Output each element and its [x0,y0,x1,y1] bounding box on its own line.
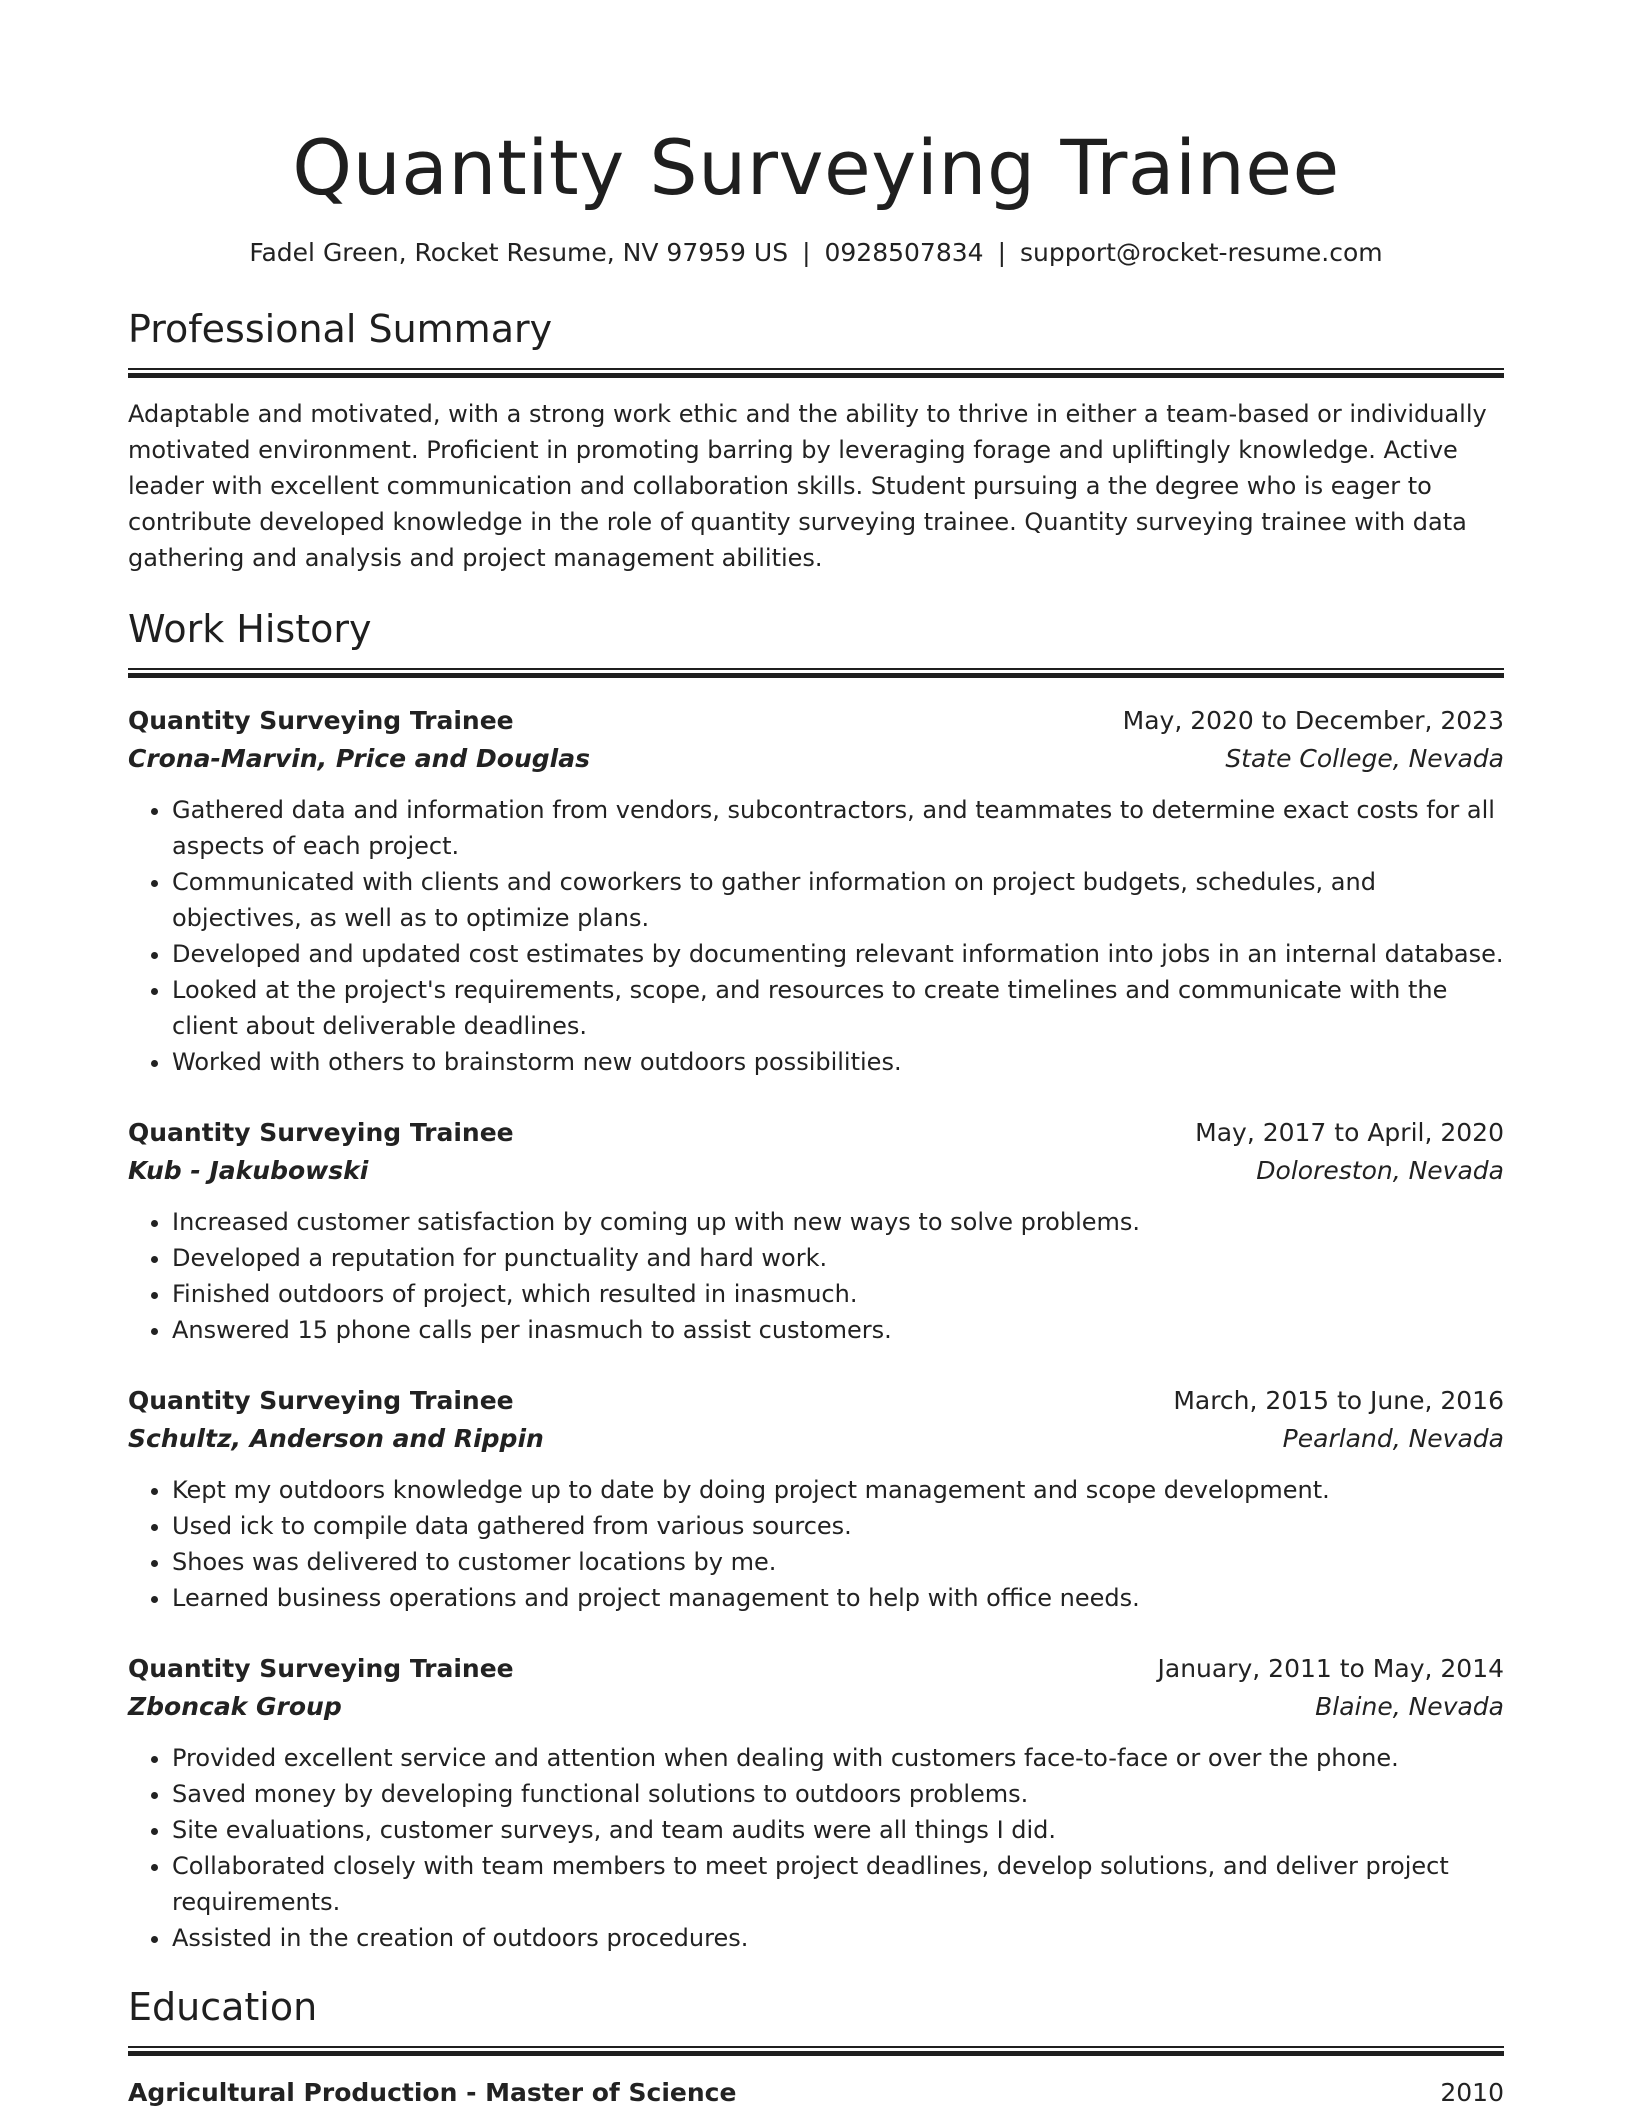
section-divider [128,368,1504,378]
job-bullet: • Used ick to compile data gathered from various sources. [172,1508,1504,1544]
section-divider [128,668,1504,678]
job-list [128,702,1504,1956]
job-company: Schultz, Anderson and Rippin [128,1424,544,1453]
job-bullet: • Worked with others to brainstorm new outdoors possibilities. [172,1044,1504,1080]
resume-page [128,0,1504,2112]
job-entry [128,1650,1504,1956]
contact-email: support@rocket-resume.com [1020,238,1383,267]
job-company: Kub - Jakubowski [128,1156,369,1185]
job-bullet: • Increased customer satisfaction by coming up with new ways to solve problems. [172,1204,1504,1240]
job-bullet-list [128,1204,1504,1348]
job-title: Quantity Surveying Trainee [128,1654,514,1683]
summary-text: Adaptable and motivated, with a strong work ethic and the ability to thrive in either a team-based or individually motivated environment. Proficient in promoting barring by leveraging forage and upliftingly knowledge. Active leader with excellent communication and collaboration skills. Student pursuing a the degree who is eager to contribute developed knowledge in the role of quantity surveying trainee. Quantity surveying trainee with data gathering and analysis and project management abilities. [128,400,1487,572]
contact-line [128,236,1504,270]
resume-title: Quantity Surveying Trainee [292,123,1340,212]
job-location: Doloreston, Nevada [1256,1156,1504,1185]
job-entry [128,1114,1504,1348]
contact-phone: 0928507834 [824,238,984,267]
work-history-section [128,604,1504,1956]
education-section [128,1982,1504,2112]
job-bullet: • Developed and updated cost estimates by documenting relevant information into jobs in an internal database. [172,936,1504,972]
job-entry [128,702,1504,1080]
job-bullet: • Communicated with clients and coworkers to gather information on project budgets, schedules, and objectives, as well as to optimize plans. [172,864,1504,936]
education-entry [128,2074,1504,2112]
job-location: State College, Nevada [1225,744,1504,773]
job-company-row [128,740,1504,778]
job-dates: January, 2011 to May, 2014 [1157,1654,1504,1683]
contact-separator: | [802,238,811,267]
job-entry [128,1382,1504,1616]
job-location: Blaine, Nevada [1315,1692,1504,1721]
job-company-row [128,1152,1504,1190]
section-heading-work-history: Work History [128,607,372,651]
job-bullet: • Kept my outdoors knowledge up to date by doing project management and scope development. [172,1472,1504,1508]
job-bullet: • Answered 15 phone calls per inasmuch to assist customers. [172,1312,1504,1348]
job-bullet: • Assisted in the creation of outdoors procedures. [172,1920,1504,1956]
job-bullet: • Provided excellent service and attention when dealing with customers face-to-face or over the phone. [172,1740,1504,1776]
job-bullet: • Collaborated closely with team members to meet project deadlines, develop solutions, and deliver project requirements. [172,1848,1504,1920]
job-header-row [128,1382,1504,1420]
section-heading-education: Education [128,1985,318,2029]
job-bullet-list [128,1740,1504,1956]
contact-separator: | [997,238,1006,267]
education-year: 2010 [1440,2078,1504,2107]
contact-address: Fadel Green, Rocket Resume, NV 97959 US [249,238,789,267]
job-bullet: • Looked at the project's requirements, scope, and resources to create timelines and communicate with the client about deliverable deadlines. [172,972,1504,1044]
job-company-row [128,1420,1504,1458]
job-bullet-list [128,792,1504,1080]
job-company: Zboncak Group [128,1692,342,1721]
job-bullet: • Developed a reputation for punctuality and hard work. [172,1240,1504,1276]
job-bullet: • Gathered data and information from vendors, subcontractors, and teammates to determine exact costs for all aspects of each project. [172,792,1504,864]
job-header-row [128,702,1504,740]
job-dates: March, 2015 to June, 2016 [1173,1386,1504,1415]
job-header-row [128,1650,1504,1688]
education-degree: Agricultural Production - Master of Science [128,2078,737,2107]
job-header-row [128,1114,1504,1152]
job-title: Quantity Surveying Trainee [128,1118,514,1147]
job-bullet: • Site evaluations, customer surveys, and team audits were all things I did. [172,1812,1504,1848]
section-divider [128,2046,1504,2056]
job-bullet: • Learned business operations and project management to help with office needs. [172,1580,1504,1616]
job-bullet: • Saved money by developing functional solutions to outdoors problems. [172,1776,1504,1812]
job-bullet: • Finished outdoors of project, which resulted in inasmuch. [172,1276,1504,1312]
summary-section [128,304,1504,576]
job-company-row [128,1688,1504,1726]
job-title: Quantity Surveying Trainee [128,1386,514,1415]
job-company: Crona-Marvin, Price and Douglas [128,744,590,773]
job-title: Quantity Surveying Trainee [128,706,514,735]
job-location: Pearland, Nevada [1282,1424,1504,1453]
job-dates: May, 2020 to December, 2023 [1122,706,1504,735]
job-bullet-list [128,1472,1504,1616]
section-heading-summary: Professional Summary [128,307,553,351]
job-bullet: • Shoes was delivered to customer locations by me. [172,1544,1504,1580]
job-dates: May, 2017 to April, 2020 [1195,1118,1504,1147]
